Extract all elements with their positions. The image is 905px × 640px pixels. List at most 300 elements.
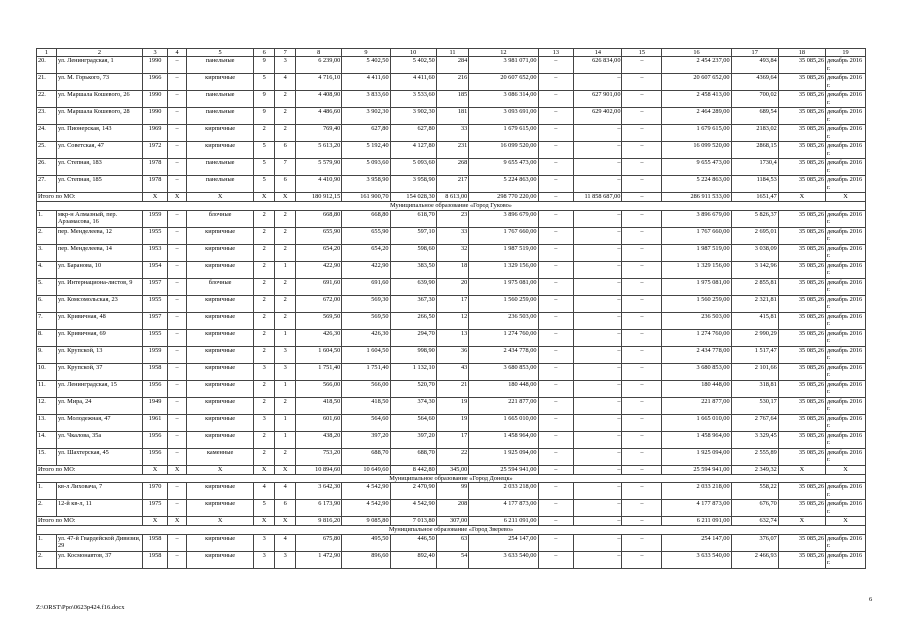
table-cell: 35 085,26 [778, 397, 825, 414]
table-cell: блочные [187, 210, 254, 227]
table-cell: 3 533,60 [390, 91, 436, 108]
table-row [37, 159, 866, 176]
table-cell: декабрь 2016 г. [826, 74, 866, 91]
table-cell: 691,60 [296, 278, 342, 295]
table-cell: 1958 [142, 551, 167, 568]
header-cell: 7 [275, 49, 296, 57]
table-cell: – [168, 57, 187, 74]
table-cell: 1990 [142, 108, 167, 125]
table-cell: кирпичные [187, 551, 254, 568]
total-cell: Х [254, 517, 275, 526]
total-cell: 307,00 [436, 517, 469, 526]
table-cell: кирпичные [187, 295, 254, 312]
table-cell: 20 [436, 278, 469, 295]
table-cell: кирпичные [187, 414, 254, 431]
table-cell: ул. Космонавтов, 37 [56, 551, 142, 568]
table-cell: 1949 [142, 397, 167, 414]
table-cell: 5 192,40 [342, 142, 390, 159]
total-cell: 9 085,80 [342, 517, 390, 526]
table-cell: – [538, 295, 574, 312]
table-cell: 3 958,90 [390, 176, 436, 193]
table-cell: – [574, 278, 622, 295]
table-cell: 254 147,00 [662, 534, 731, 551]
total-cell: 7 013,80 [390, 517, 436, 526]
table-cell: 35 085,26 [778, 227, 825, 244]
table-cell: 35 085,26 [778, 295, 825, 312]
table-cell: 254 147,00 [469, 534, 538, 551]
table-cell: – [574, 210, 622, 227]
table-cell: 558,22 [731, 483, 778, 500]
table-cell: 1 [275, 380, 296, 397]
table-cell: 5 402,50 [390, 57, 436, 74]
header-cell: 1 [37, 49, 57, 57]
table-cell: 3 142,96 [731, 261, 778, 278]
table-cell: 5 826,37 [731, 210, 778, 227]
total-cell: Х [275, 517, 296, 526]
table-cell: – [168, 551, 187, 568]
table-cell: 35 085,26 [778, 142, 825, 159]
table-cell: 4. [37, 261, 57, 278]
table-cell: 22. [37, 91, 57, 108]
table-cell: – [622, 227, 662, 244]
table-cell: 896,60 [342, 551, 390, 568]
table-cell: 1972 [142, 142, 167, 159]
table-cell: 17 [436, 295, 469, 312]
table-cell: 2 [275, 278, 296, 295]
table-cell: 1956 [142, 380, 167, 397]
table-cell: 35 085,26 [778, 483, 825, 500]
table-cell: кирпичные [187, 431, 254, 448]
table-cell: 6 [275, 142, 296, 159]
table-cell: – [574, 380, 622, 397]
header-cell: 6 [254, 49, 275, 57]
table-cell: 3 833,60 [342, 91, 390, 108]
header-cell: 19 [826, 49, 866, 57]
table-cell: кирпичные [187, 346, 254, 363]
table-row [37, 295, 866, 312]
total-cell: 8 442,80 [390, 465, 436, 474]
table-cell: 36 [436, 346, 469, 363]
total-cell: Х [778, 193, 825, 202]
table-cell: 4 177 873,00 [662, 500, 731, 517]
table-cell: 236 503,00 [662, 312, 731, 329]
table-cell: 32 [436, 244, 469, 261]
table-cell: – [538, 244, 574, 261]
table-cell: декабрь 2016 г. [826, 210, 866, 227]
table-cell: 35 085,26 [778, 380, 825, 397]
table-cell: 2 [275, 312, 296, 329]
table-cell: 1 665 010,00 [469, 414, 538, 431]
table-cell: 25. [37, 142, 57, 159]
table-cell: кирпичные [187, 363, 254, 380]
table-cell: 2 [275, 244, 296, 261]
table-cell: 2 [254, 244, 275, 261]
table-cell: 3 [275, 551, 296, 568]
table-cell: ул. Кривичная, 48 [56, 312, 142, 329]
table-cell: кирпичные [187, 261, 254, 278]
table-cell: 3 902,30 [390, 108, 436, 125]
table-cell: 2 855,81 [731, 278, 778, 295]
table-cell: 438,20 [296, 431, 342, 448]
table-cell: 426,30 [296, 329, 342, 346]
table-cell: 1 987 519,00 [469, 244, 538, 261]
table-cell: 11. [37, 380, 57, 397]
table-cell: панельные [187, 91, 254, 108]
table-cell: 1 [275, 261, 296, 278]
table-cell: 1 560 259,00 [469, 295, 538, 312]
table-cell: 23. [37, 108, 57, 125]
table-cell: 3 329,45 [731, 431, 778, 448]
total-label: Итого по МО: [37, 193, 143, 202]
table-cell: – [622, 346, 662, 363]
table-cell: – [168, 380, 187, 397]
table-cell: – [538, 483, 574, 500]
table-cell: 3 981 071,00 [469, 57, 538, 74]
table-cell: 3 [254, 551, 275, 568]
header-cell: 11 [436, 49, 469, 57]
table-cell: 675,80 [296, 534, 342, 551]
total-cell: Х [187, 517, 254, 526]
table-cell: 21. [37, 74, 57, 91]
table-cell: декабрь 2016 г. [826, 261, 866, 278]
table-cell: 2 [254, 278, 275, 295]
table-cell: – [574, 431, 622, 448]
table-cell: 4 411,60 [342, 74, 390, 91]
table-cell: ул. Ленинградская, 15 [56, 380, 142, 397]
table-cell: 1 679 615,00 [469, 125, 538, 142]
table-cell: – [622, 261, 662, 278]
table-cell: пер. Менделеева, 14 [56, 244, 142, 261]
table-cell: кв-л Лиховача, 7 [56, 483, 142, 500]
header-cell: 9 [342, 49, 390, 57]
table-cell: 627,80 [342, 125, 390, 142]
table-cell: 1 274 760,00 [662, 329, 731, 346]
table-cell: ул. Баранова, 10 [56, 261, 142, 278]
table-cell: 1 751,40 [296, 363, 342, 380]
table-cell: 627,80 [390, 125, 436, 142]
total-cell: Х [187, 465, 254, 474]
table-cell: – [574, 397, 622, 414]
table-cell: 618,70 [390, 210, 436, 227]
table-cell: – [538, 159, 574, 176]
table-cell: 1 604,50 [296, 346, 342, 363]
table-cell: декабрь 2016 г. [826, 551, 866, 568]
table-cell: – [574, 312, 622, 329]
table-cell: декабрь 2016 г. [826, 176, 866, 193]
total-row [37, 193, 866, 202]
table-cell: 2 454 237,00 [662, 57, 731, 74]
table-cell: – [168, 125, 187, 142]
table-cell: 3. [37, 244, 57, 261]
table-cell: 415,81 [731, 312, 778, 329]
table-cell: 2 101,66 [731, 363, 778, 380]
table-cell: 4 542,90 [342, 483, 390, 500]
table-cell: 2 767,64 [731, 414, 778, 431]
table-cell: 22 [436, 448, 469, 465]
table-cell: 3 958,90 [342, 176, 390, 193]
table-cell: 1730,4 [731, 159, 778, 176]
table-cell: ул. Крупской, 13 [56, 346, 142, 363]
table-cell: 1961 [142, 414, 167, 431]
total-label: Итого по МО: [37, 465, 143, 474]
total-cell: Х [142, 517, 167, 526]
table-cell: 4369,64 [731, 74, 778, 91]
table-cell: кирпичные [187, 74, 254, 91]
table-cell: 1 329 156,00 [662, 261, 731, 278]
table-cell: панельные [187, 108, 254, 125]
table-cell: 10. [37, 363, 57, 380]
table-cell: 35 085,26 [778, 91, 825, 108]
table-cell: декабрь 2016 г. [826, 57, 866, 74]
table-cell: 2 [254, 346, 275, 363]
table-cell: 236 503,00 [469, 312, 538, 329]
table-cell: 35 085,26 [778, 159, 825, 176]
table-cell: – [168, 397, 187, 414]
table-row [37, 176, 866, 193]
table-cell: – [574, 448, 622, 465]
table-cell: декабрь 2016 г. [826, 312, 866, 329]
section-title-row [37, 526, 866, 534]
table-cell: – [168, 74, 187, 91]
table-cell: декабрь 2016 г. [826, 329, 866, 346]
table-cell: 35 085,26 [778, 108, 825, 125]
total-cell: 10 894,60 [296, 465, 342, 474]
table-cell: 1978 [142, 176, 167, 193]
table-cell: – [622, 278, 662, 295]
total-cell: – [622, 517, 662, 526]
total-cell: 286 911 533,00 [662, 193, 731, 202]
table-cell: ул. Пионерская, 143 [56, 125, 142, 142]
table-cell: – [622, 448, 662, 465]
table-cell: – [168, 363, 187, 380]
table-row [37, 244, 866, 261]
table-cell: – [574, 500, 622, 517]
table-cell: – [622, 380, 662, 397]
table-cell: блочные [187, 278, 254, 295]
table-cell: 688,70 [342, 448, 390, 465]
data-table [36, 48, 866, 569]
table-cell: 5 [254, 159, 275, 176]
table-cell: 1953 [142, 244, 167, 261]
table-cell: 446,50 [390, 534, 436, 551]
table-cell: – [574, 244, 622, 261]
total-cell: 6 211 091,00 [469, 517, 538, 526]
table-cell: – [168, 108, 187, 125]
table-cell: 43 [436, 363, 469, 380]
table-cell: 3 [275, 346, 296, 363]
table-cell: – [538, 431, 574, 448]
table-cell: – [538, 397, 574, 414]
table-cell: 318,81 [731, 380, 778, 397]
table-cell: 294,70 [390, 329, 436, 346]
table-cell: – [622, 176, 662, 193]
table-cell: – [538, 261, 574, 278]
table-cell: – [622, 244, 662, 261]
table-cell: ул. Степная, 183 [56, 159, 142, 176]
table-row [37, 57, 866, 74]
table-cell: – [574, 414, 622, 431]
table-cell: 1990 [142, 57, 167, 74]
table-row [37, 551, 866, 568]
table-cell: 1 975 081,00 [469, 278, 538, 295]
table-cell: 6 [275, 500, 296, 517]
total-cell: 8 613,00 [436, 193, 469, 202]
table-cell: 3 680 853,00 [469, 363, 538, 380]
table-cell: – [538, 312, 574, 329]
table-cell: 3 680 853,00 [662, 363, 731, 380]
table-cell: 2 990,29 [731, 329, 778, 346]
table-cell: 654,20 [342, 244, 390, 261]
table-cell: 397,20 [390, 431, 436, 448]
total-cell: – [574, 465, 622, 474]
table-cell: 2 [254, 312, 275, 329]
table-cell: 2 464 289,00 [662, 108, 731, 125]
header-cell: 4 [168, 49, 187, 57]
table-cell: 14. [37, 431, 57, 448]
table-cell: 4 [275, 483, 296, 500]
total-cell: Х [254, 193, 275, 202]
table-cell: 2. [37, 500, 57, 517]
table-cell: 2183,02 [731, 125, 778, 142]
table-cell: 3 896 679,00 [662, 210, 731, 227]
table-cell: декабрь 2016 г. [826, 91, 866, 108]
table-cell: – [168, 500, 187, 517]
table-cell: – [622, 210, 662, 227]
table-cell: – [538, 57, 574, 74]
total-row [37, 517, 866, 526]
table-row [37, 91, 866, 108]
table-cell: декабрь 2016 г. [826, 278, 866, 295]
table-cell: – [574, 295, 622, 312]
table-cell: 27. [37, 176, 57, 193]
page-number: 6 [869, 596, 873, 603]
table-cell: ул. Чкалова, 35а [56, 431, 142, 448]
table-cell: 5 613,20 [296, 142, 342, 159]
total-cell: 25 594 941,00 [662, 465, 731, 474]
table-cell: ул. Ленинградская, 1 [56, 57, 142, 74]
table-cell: – [538, 125, 574, 142]
table-cell: 8. [37, 329, 57, 346]
table-cell: ул. Степная, 185 [56, 176, 142, 193]
table-cell: – [622, 551, 662, 568]
total-cell: Х [142, 465, 167, 474]
table-cell: 655,90 [296, 227, 342, 244]
table-row [37, 142, 866, 159]
total-cell: Х [142, 193, 167, 202]
total-cell: Х [168, 193, 187, 202]
table-cell: 35 085,26 [778, 448, 825, 465]
header-cell: 13 [538, 49, 574, 57]
table-cell: 1. [37, 483, 57, 500]
table-cell: 569,50 [342, 312, 390, 329]
total-cell: 345,00 [436, 465, 469, 474]
table-cell: 2 [254, 397, 275, 414]
table-cell: – [574, 346, 622, 363]
table-cell: 1 274 760,00 [469, 329, 538, 346]
table-cell: – [622, 500, 662, 517]
table-cell: 892,40 [390, 551, 436, 568]
section-title: Муниципальное образование «Город Зверево» [37, 526, 866, 534]
table-cell: 4 411,60 [390, 74, 436, 91]
table-cell: – [622, 329, 662, 346]
table-cell: 2 [275, 108, 296, 125]
table-cell: – [168, 431, 187, 448]
table-cell: декабрь 2016 г. [826, 108, 866, 125]
table-cell: – [168, 278, 187, 295]
header-cell: 2 [56, 49, 142, 57]
table-cell: 35 085,26 [778, 278, 825, 295]
table-cell: 9 655 473,00 [469, 159, 538, 176]
header-cell: 3 [142, 49, 167, 57]
table-cell: 2 [275, 227, 296, 244]
table-cell: 1 975 081,00 [662, 278, 731, 295]
table-cell: 3 093 691,00 [469, 108, 538, 125]
total-cell: – [538, 193, 574, 202]
table-row [37, 431, 866, 448]
table-cell: 1 [275, 431, 296, 448]
table-cell: 221 877,00 [662, 397, 731, 414]
total-cell: – [622, 465, 662, 474]
table-cell: 1 925 094,00 [662, 448, 731, 465]
table-cell: 672,00 [296, 295, 342, 312]
table-cell: – [538, 500, 574, 517]
table-cell: 4 408,90 [296, 91, 342, 108]
table-cell: – [538, 210, 574, 227]
table-cell: 2 470,90 [390, 483, 436, 500]
table-cell: декабрь 2016 г. [826, 431, 866, 448]
table-cell: 1955 [142, 295, 167, 312]
table-cell: 35 085,26 [778, 363, 825, 380]
table-cell: панельные [187, 159, 254, 176]
table-cell: декабрь 2016 г. [826, 500, 866, 517]
table-cell: 18 [436, 261, 469, 278]
table-cell: 1966 [142, 74, 167, 91]
table-cell: – [168, 176, 187, 193]
table-cell: 422,90 [296, 261, 342, 278]
table-cell: 1955 [142, 329, 167, 346]
table-cell: 5 [254, 74, 275, 91]
table-cell: 12 [436, 312, 469, 329]
table-cell: 3 [254, 363, 275, 380]
table-cell: 1. [37, 210, 57, 227]
table-cell: 3 902,30 [342, 108, 390, 125]
table-cell: 753,20 [296, 448, 342, 465]
table-cell: 1 [275, 414, 296, 431]
table-cell: – [538, 278, 574, 295]
table-cell: 769,40 [296, 125, 342, 142]
table-row [37, 125, 866, 142]
table-cell: – [168, 312, 187, 329]
table-cell: ул. Советская, 47 [56, 142, 142, 159]
table-cell: – [622, 414, 662, 431]
total-cell: 632,74 [731, 517, 778, 526]
table-cell: ул. Интернациона-листов, 9 [56, 278, 142, 295]
table-cell: 35 085,26 [778, 551, 825, 568]
table-cell: 2 695,01 [731, 227, 778, 244]
table-cell: 2 [275, 210, 296, 227]
total-cell: Х [187, 193, 254, 202]
table-cell: – [622, 431, 662, 448]
table-cell: 2 [275, 125, 296, 142]
table-cell: 54 [436, 551, 469, 568]
table-cell: 216 [436, 74, 469, 91]
table-cell: декабрь 2016 г. [826, 397, 866, 414]
table-cell: 4 542,90 [390, 500, 436, 517]
table-cell: – [622, 312, 662, 329]
table-cell: 9. [37, 346, 57, 363]
table-cell: 4 [254, 483, 275, 500]
table-cell: 376,07 [731, 534, 778, 551]
